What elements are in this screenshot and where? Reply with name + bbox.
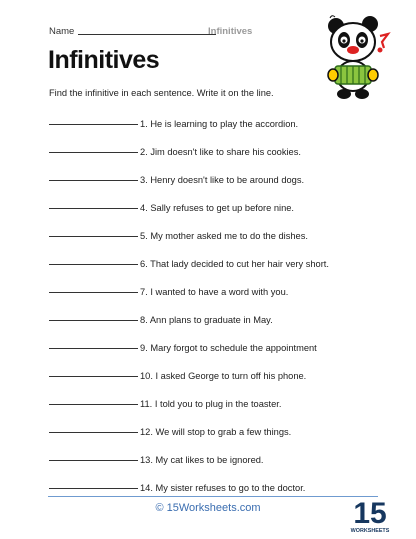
list-item — [49, 474, 389, 502]
sentence-text: 2. Jim doesn't like to share his cookies. — [140, 147, 301, 157]
sentence-text: 6. That lady decided to cut her hair very short. — [140, 259, 329, 269]
panda-accordion-illustration — [322, 12, 392, 102]
sentence-text: 14. My sister refuses to go to the doctor. — [140, 483, 306, 493]
list-item — [49, 418, 389, 446]
logo-number: 15 — [353, 497, 387, 530]
answer-blank-line[interactable] — [49, 487, 138, 489]
instructions: Find the infinitive in each sentence. Write it on the line. — [49, 88, 274, 98]
topic-label: Infinitives — [208, 26, 253, 37]
sentence-text: 5. My mother asked me to do the dishes. — [140, 231, 308, 241]
footer-divider — [48, 496, 378, 497]
sentence-text: 8. Ann plans to graduate in May. — [140, 315, 273, 325]
answer-blank-line[interactable] — [49, 375, 138, 377]
sentence-text: 10. I asked George to turn off his phone. — [140, 371, 307, 381]
list-item — [49, 222, 389, 250]
sentence-text: 4. Sally refuses to get up before nine. — [140, 203, 295, 213]
list-item — [49, 110, 389, 138]
sentence-text: 1. He is learning to play the accordion. — [140, 119, 299, 129]
answer-blank-line[interactable] — [49, 291, 138, 293]
list-item — [49, 390, 389, 418]
list-item — [49, 446, 389, 474]
answer-blank-line[interactable] — [49, 319, 138, 321]
answer-blank-line[interactable] — [49, 459, 138, 461]
name-blank-line[interactable] — [78, 33, 216, 35]
exercise-list — [49, 110, 389, 502]
list-item — [49, 166, 389, 194]
answer-blank-line[interactable] — [49, 151, 138, 153]
sentence-text: 7. I wanted to have a word with you. — [140, 287, 289, 297]
logo-text: WORKSHEETS — [350, 528, 390, 534]
answer-blank-line[interactable] — [49, 235, 138, 237]
copyright-link[interactable]: © 15Worksheets.com — [155, 502, 261, 514]
list-item — [49, 194, 389, 222]
answer-blank-line[interactable] — [49, 179, 138, 181]
answer-blank-line[interactable] — [49, 123, 138, 125]
answer-blank-line[interactable] — [49, 403, 138, 405]
name-field — [49, 26, 216, 37]
sentence-text: 3. Henry doesn't like to be around dogs. — [140, 175, 305, 185]
answer-blank-line[interactable] — [49, 347, 138, 349]
sentence-text: 13. My cat likes to be ignored. — [140, 455, 264, 465]
answer-blank-line[interactable] — [49, 431, 138, 433]
name-label: Name — [49, 26, 75, 37]
answer-blank-line[interactable] — [49, 263, 138, 265]
list-item — [49, 306, 389, 334]
sentence-text: 11. I told you to plug in the toaster. — [140, 399, 282, 409]
list-item — [49, 250, 389, 278]
sentence-text: 9. Mary forgot to schedule the appointment — [140, 343, 317, 353]
list-item — [49, 138, 389, 166]
list-item — [49, 278, 389, 306]
list-item — [49, 334, 389, 362]
list-item — [49, 362, 389, 390]
page-title: Infinitives — [48, 46, 160, 74]
answer-blank-line[interactable] — [49, 207, 138, 209]
sentence-text: 12. We will stop to grab a few things. — [140, 427, 292, 437]
15worksheets-logo-icon — [350, 493, 390, 535]
